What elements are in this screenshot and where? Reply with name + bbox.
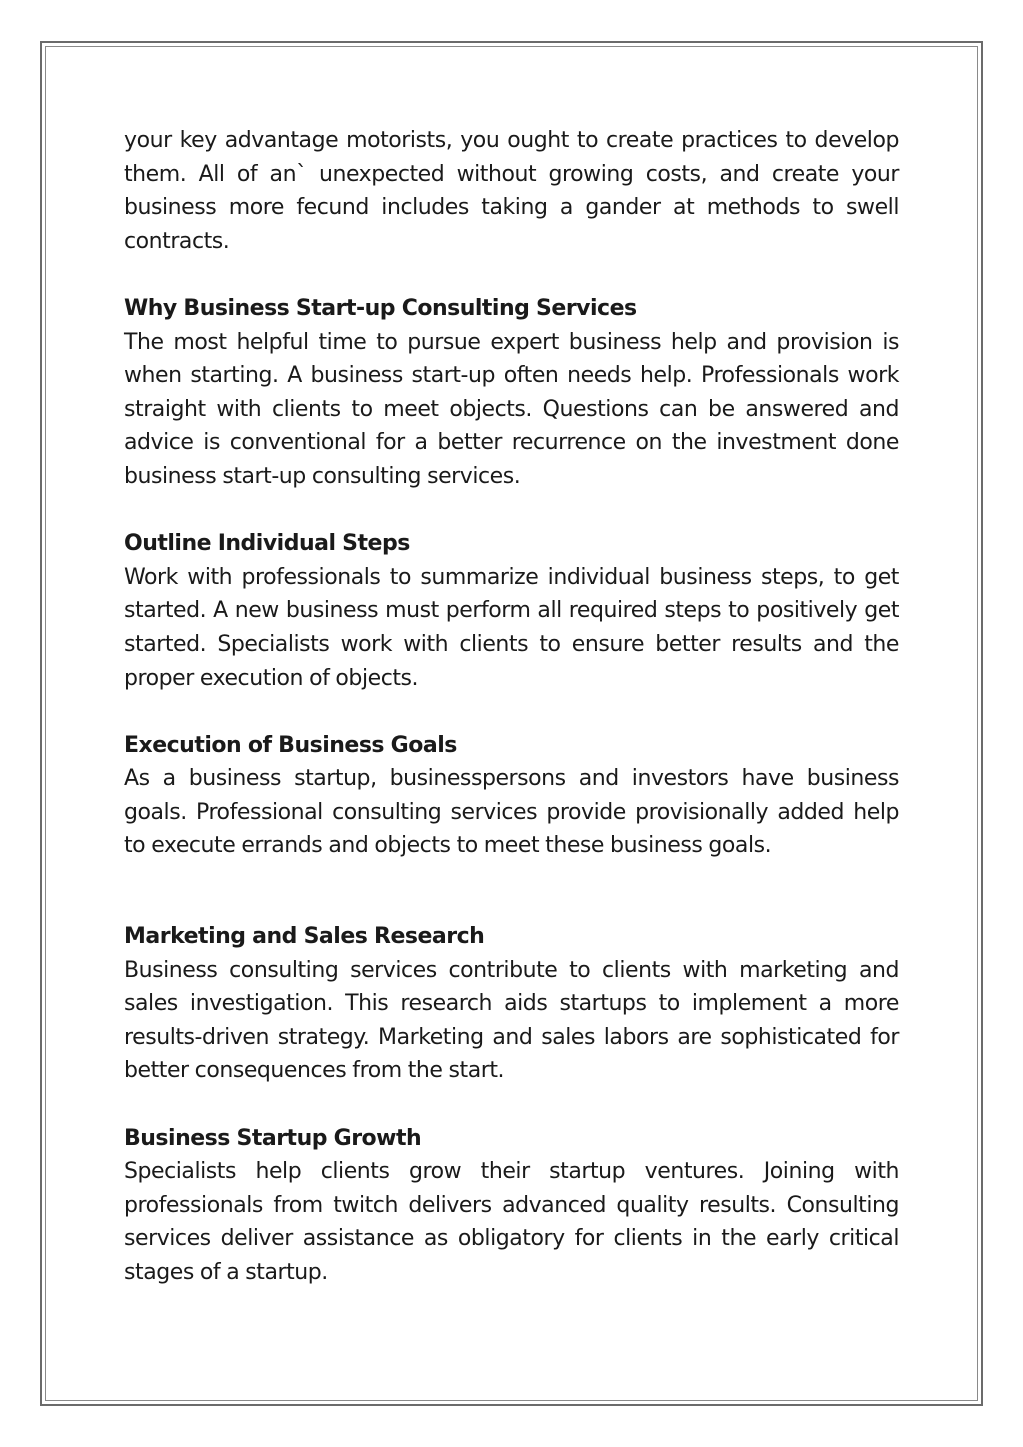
section-heading-marketing-sales: Marketing and Sales Research xyxy=(124,924,485,950)
intro-paragraph: your key advantage motorists, you ought to create practices to develop them. All of an` unexpected without growing costs, and create your business more fecund includes taking a gander at methods to swell contracts. xyxy=(124,128,899,254)
spacer xyxy=(124,1088,899,1122)
spacer xyxy=(124,863,899,920)
section-body-marketing-sales: Business consulting services contribute to clients with marketing and sales investigation. This research aids startups to implement a more results-driven strategy. Marketing and sales labors are sophisticated for better consequences from the start. xyxy=(124,957,899,1084)
section-body-why-startup-consulting: The most helpful time to pursue expert business help and provision is when starting. A business start-up often needs help. Professionals work straight with clients to meet objects. Questions can be answered and advice is conventional for a better recurrence on the investment done business start-up consulting services. xyxy=(124,329,899,489)
section-body-outline-steps: Work with professionals to summarize individual business steps, to get started. A new business must perform all required steps to positively get started. Specialists work with clients to ensure better results and the proper execution of objects. xyxy=(124,564,899,691)
section-heading-business-goals: Execution of Business Goals xyxy=(124,732,457,758)
spacer xyxy=(124,695,899,729)
section-body-business-goals: As a business startup, businesspersons and investors have business goals. Professional consulting services provide provisionally added help to execute errands and objects to meet these business goals. xyxy=(124,766,899,859)
document-body xyxy=(124,124,899,1290)
section-heading-why-startup-consulting: Why Business Start-up Consulting Services xyxy=(124,295,637,321)
section-heading-startup-growth: Business Startup Growth xyxy=(124,1125,422,1151)
spacer xyxy=(124,258,899,292)
section-body-startup-growth: Specialists help clients grow their startup ventures. Joining with professionals from twitch delivers advanced quality results. Consulting services deliver assistance as obligatory for clients in the early critical stages of a startup. xyxy=(124,1159,899,1285)
spacer xyxy=(124,494,899,528)
section-heading-outline-steps: Outline Individual Steps xyxy=(124,531,410,557)
